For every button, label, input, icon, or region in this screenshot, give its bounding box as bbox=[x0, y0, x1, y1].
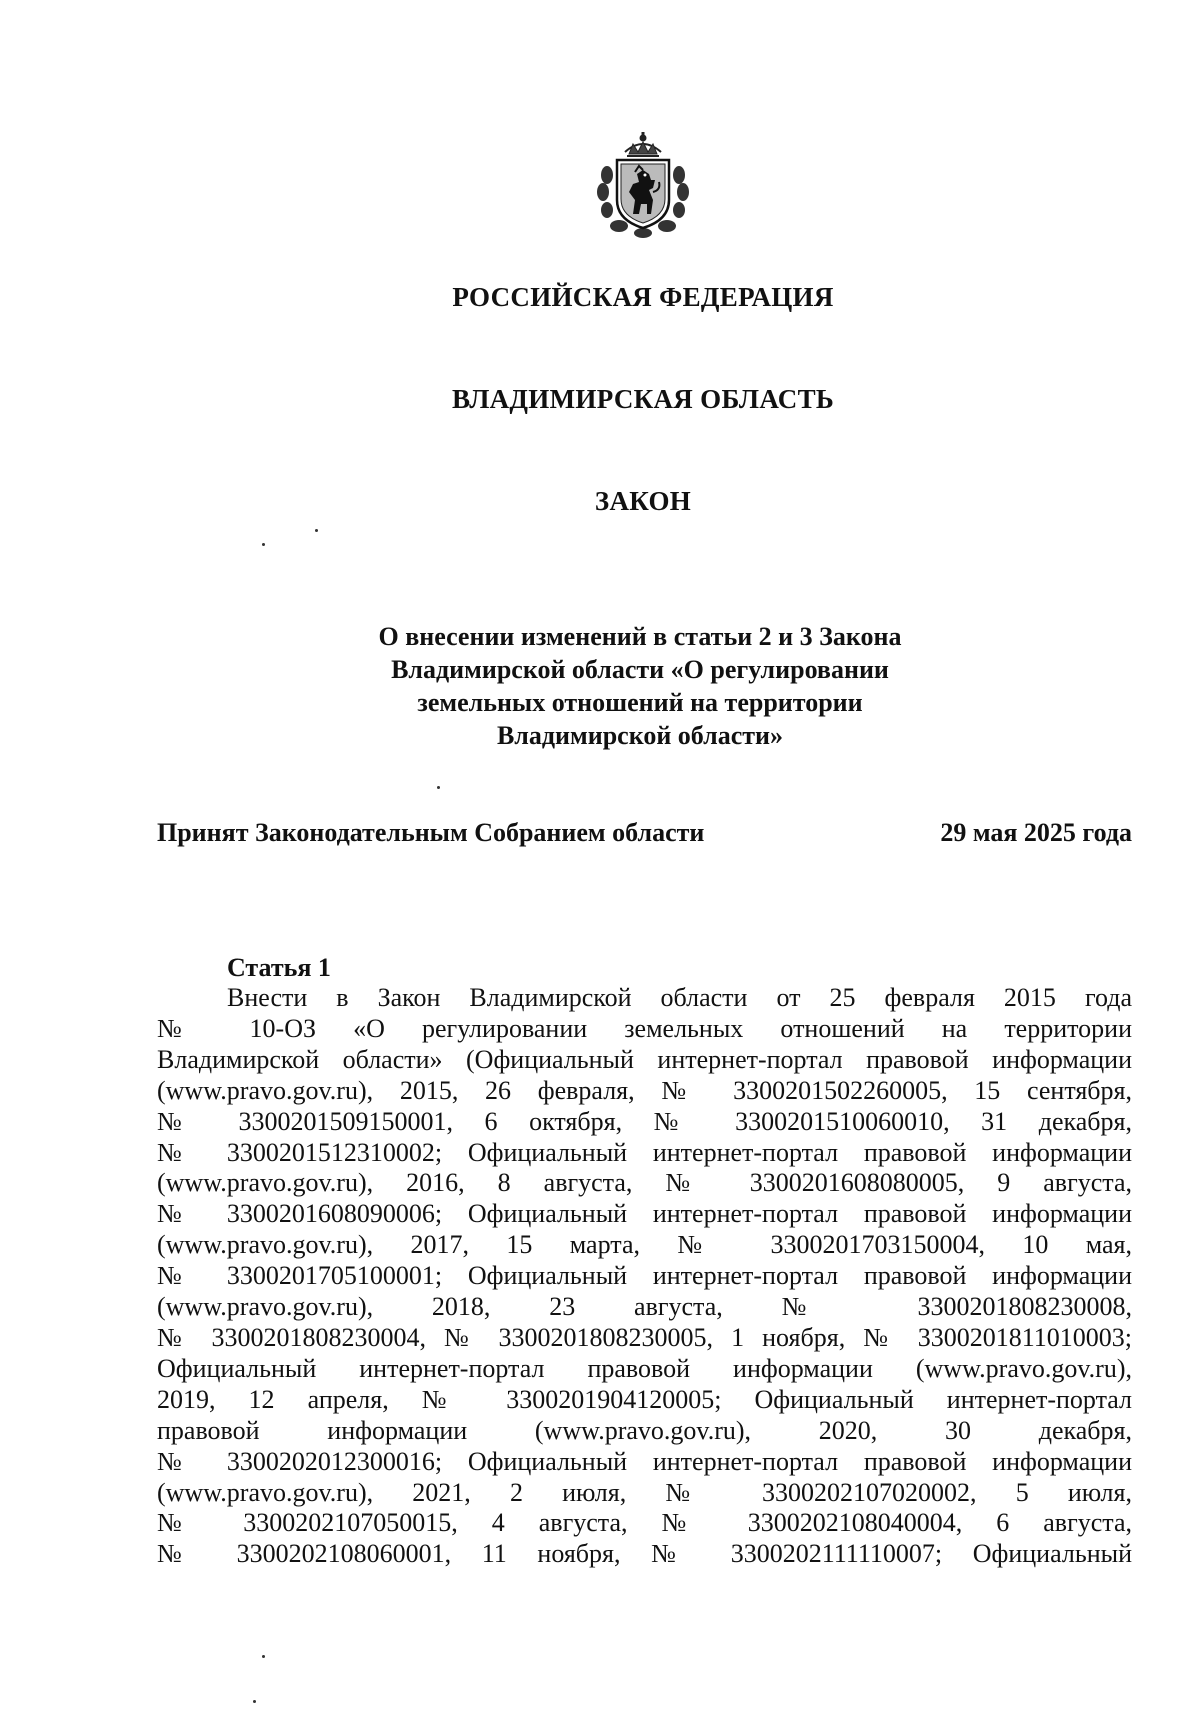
scan-speck bbox=[437, 786, 440, 789]
scan-speck bbox=[262, 1655, 265, 1658]
article-line: № 3300201512310002; Официальный интернет-портал правовой информации bbox=[157, 1137, 1132, 1167]
scan-speck bbox=[315, 529, 318, 532]
article-line: 2019, 12 апреля, № 3300201904120005; Официальный интернет-портал bbox=[157, 1384, 1132, 1414]
article-line: Владимирской области» (Официальный интернет-портал правовой информации bbox=[157, 1044, 1132, 1074]
article-line: (www.pravo.gov.ru), 2021, 2 июля, № 3300202107020002, 5 июля, bbox=[157, 1477, 1132, 1507]
article-line: № 3300201608090006; Официальный интернет-портал правовой информации bbox=[157, 1199, 1132, 1229]
law-title-line: Владимирской области «О регулировании bbox=[391, 655, 889, 684]
article-heading: Статья 1 bbox=[227, 953, 331, 982]
article-line: (www.pravo.gov.ru), 2015, 26 февраля, № 3300201502260005, 15 сентября, bbox=[157, 1075, 1132, 1105]
article-line: № 3300201705100001; Официальный интернет-портал правовой информации bbox=[157, 1261, 1132, 1291]
region-heading: ВЛАДИМИРСКАЯ ОБЛАСТЬ bbox=[451, 384, 835, 414]
article-line: (www.pravo.gov.ru), 2016, 8 августа, № 3300201608080005, 9 августа, bbox=[157, 1168, 1132, 1198]
article-line: правовой информации (www.pravo.gov.ru), 2020, 30 декабря, bbox=[157, 1415, 1132, 1445]
law-title-line: земельных отношений на территории bbox=[417, 688, 863, 717]
vladimir-oblast-coat-of-arms-icon bbox=[593, 130, 693, 240]
article-line: № 3300202107050015, 4 августа, № 3300202108040004, 6 августа, bbox=[157, 1508, 1132, 1538]
adoption-line bbox=[157, 818, 1132, 848]
article-line: № 3300202108060001, 11 ноября, № 3300202111110007; Официальный bbox=[157, 1539, 1132, 1569]
law-title-line: Владимирской области» bbox=[496, 721, 784, 750]
article-body bbox=[157, 983, 1132, 1570]
scan-speck bbox=[253, 1700, 256, 1703]
adoption-date: 29 мая 2025 года bbox=[940, 818, 1132, 847]
law-title-line: О внесении изменений в статьи 2 и 3 Закона bbox=[378, 622, 902, 651]
article-line: № 3300202012300016; Официальный интернет-портал правовой информации bbox=[157, 1446, 1132, 1476]
article-line: № 10-ОЗ «О регулировании земельных отношений на территории bbox=[157, 1013, 1132, 1043]
country-heading: РОССИЙСКАЯ ФЕДЕРАЦИЯ bbox=[452, 282, 834, 312]
adoption-label: Принят Законодательным Собранием области bbox=[157, 818, 705, 847]
article-line: № 3300201509150001, 6 октября, № 3300201510060010, 31 декабря, bbox=[157, 1106, 1132, 1136]
article-line: (www.pravo.gov.ru), 2018, 23 августа, № 3300201808230008, bbox=[157, 1292, 1132, 1322]
article-line: № 3300201808230004, № 3300201808230005, 1 ноября, № 3300201811010003; bbox=[157, 1322, 1132, 1352]
scan-speck bbox=[262, 543, 265, 546]
article-line: Внести в Закон Владимирской области от 25 февраля 2015 года bbox=[227, 983, 1132, 1012]
law-title bbox=[300, 620, 980, 752]
article-line: Официальный интернет-портал правовой информации (www.pravo.gov.ru), bbox=[157, 1353, 1132, 1383]
document-type-heading: ЗАКОН bbox=[594, 486, 692, 516]
article-line: (www.pravo.gov.ru), 2017, 15 марта, № 3300201703150004, 10 мая, bbox=[157, 1230, 1132, 1260]
